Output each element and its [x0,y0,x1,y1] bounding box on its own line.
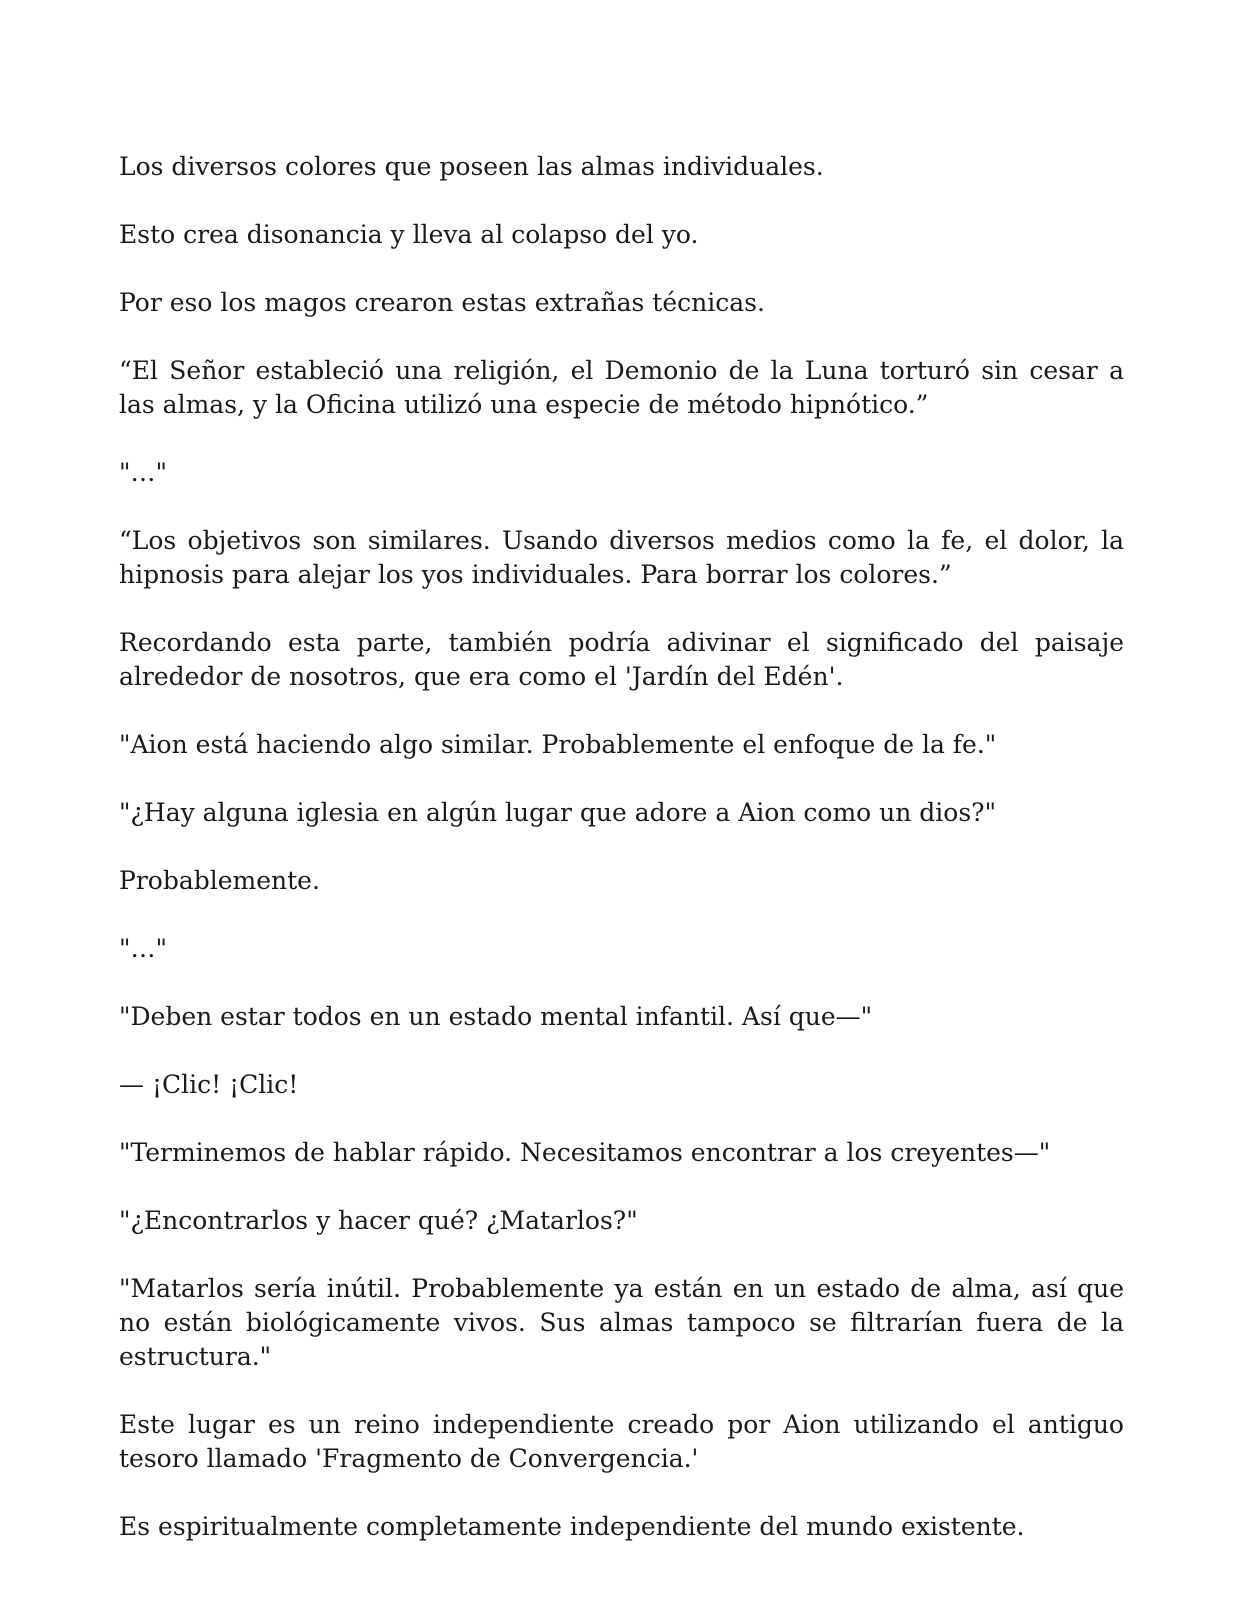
paragraph: Por eso los magos crearon estas extrañas técnicas. [119,288,765,317]
paragraph: "…" [119,458,167,487]
paragraph: "Matarlos sería inútil. Probablemente ya están en un estado de alma, así que no están biológicamente vivos. Sus almas tampoco se filtrarían fuera de la estructura." [119,1274,1124,1371]
paragraph: "Aion está haciendo algo similar. Probablemente el enfoque de la fe." [119,730,997,759]
paragraph: "¿Hay alguna iglesia en algún lugar que adore a Aion como un dios?" [119,798,997,827]
paragraph: Es espiritualmente completamente independiente del mundo existente. [119,1512,1025,1541]
paragraph: "…" [119,934,167,963]
paragraph: Esto crea disonancia y lleva al colapso del yo. [119,220,699,249]
paragraph: "¿Encontrarlos y hacer qué? ¿Matarlos?" [119,1206,638,1235]
paragraph: Los diversos colores que poseen las almas individuales. [119,152,824,181]
paragraph: — ¡Clic! ¡Clic! [119,1070,299,1099]
paragraph: "Terminemos de hablar rápido. Necesitamos encontrar a los creyentes—" [119,1138,1051,1167]
paragraph: “El Señor estableció una religión, el Demonio de la Luna torturó sin cesar a las almas, y la Oficina utilizó una especie de método hipnótico.” [119,356,1124,419]
paragraph: Este lugar es un reino independiente creado por Aion utilizando el antiguo tesoro llamado 'Fragmento de Convergencia.' [119,1410,1124,1473]
paragraph: “Los objetivos son similares. Usando diversos medios como la fe, el dolor, la hipnosis para alejar los yos individuales. Para borrar los colores.” [119,526,1124,589]
paragraph: "Deben estar todos en un estado mental infantil. Así que—" [119,1002,873,1031]
paragraph: Probablemente. [119,866,320,895]
paragraph: Recordando esta parte, también podría adivinar el significado del paisaje alrededor de nosotros, que era como el 'Jardín del Edén'. [119,628,1124,691]
body-text [119,150,1124,1578]
